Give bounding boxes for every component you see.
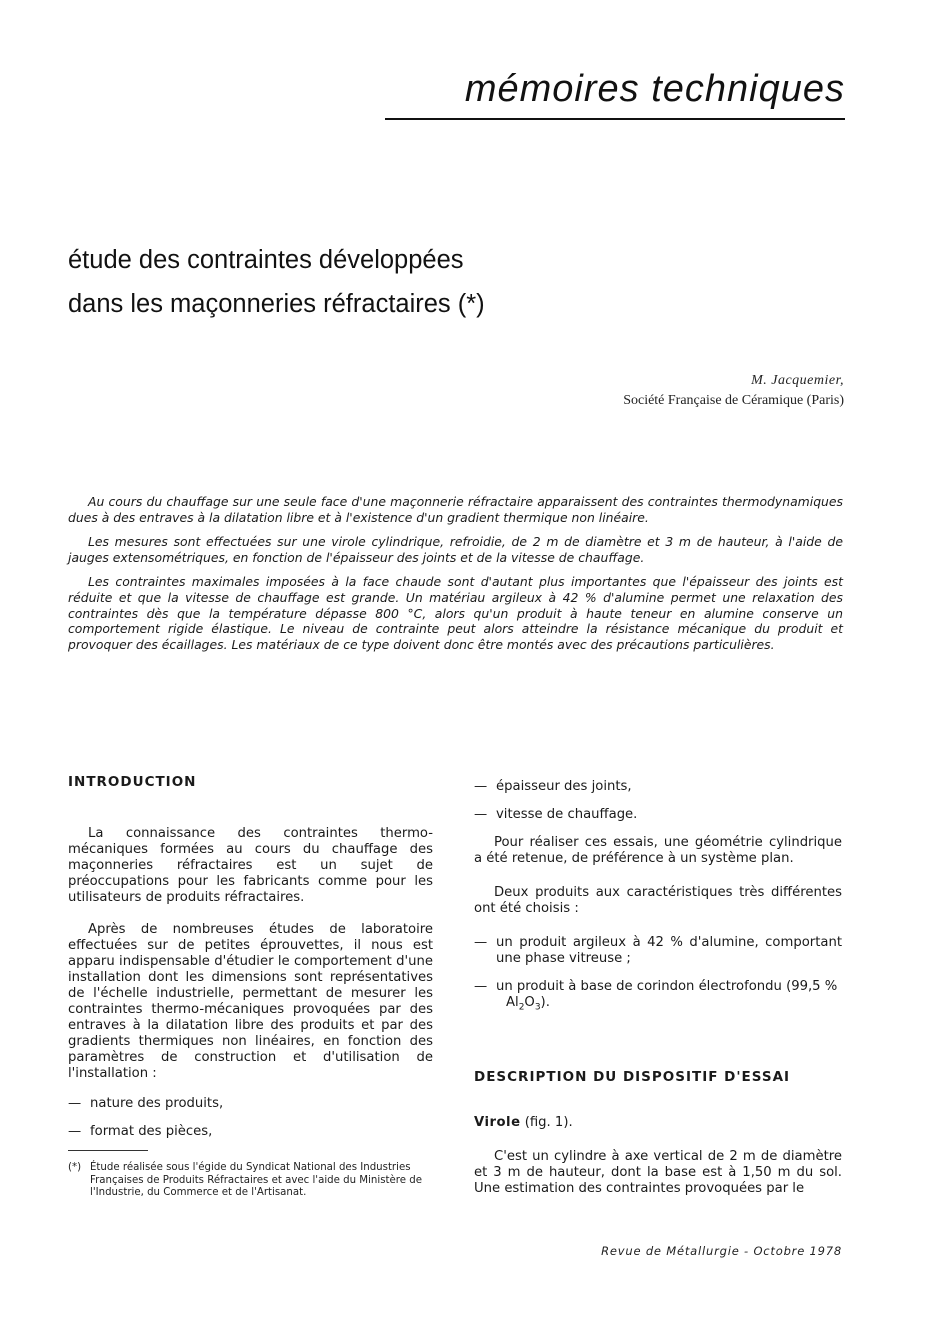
list-item [474,979,842,1016]
formula-o: O [524,995,535,1010]
list-item [474,779,842,795]
abstract-paragraph-1: Au cours du chauffage sur une seule face d'une maçonnerie réfractaire apparaissent des contraintes thermodynamiques dues à des entraves à la dilatation libre et à l'existence d'un gradient thermique non linéaire. [68,494,843,525]
list-item-text [496,979,842,1016]
footnote-text: Étude réalisée sous l'égide du Syndicat National des Industries Françaises de Produits Réfractaires et avec l'aide du Ministère de l'Industrie, du Commerce et de l'Artisanat. [90,1162,422,1199]
dash-marker: — [68,1124,82,1139]
banner-rule [385,118,845,120]
list-item [474,935,842,967]
dash-marker: — [474,979,488,994]
footnote [68,1162,433,1200]
footnote-mark: (*) [68,1162,82,1173]
list-item-text: vitesse de chauffage. [496,807,638,822]
abstract-paragraph-2: Les mesures sont effectuées sur une virole cylindrique, refroidie, de 2 m de diamètre et 3 m de hauteur, à l'aide de jauges extensométriques, en fonction de l'épaisseur des joints et de la vitesse de chauffage. [68,534,843,565]
running-footer: Revue de Métallurgie - Octobre 1978 [601,1244,842,1258]
title-line-2: dans les maçonneries réfractaires (*) [68,290,485,318]
paragraph-virole: C'est un cylindre à axe vertical de 2 m de diamètre et 3 m de hauteur, dont la base est à 1,50 m du sol. Une estimation des contraintes provoquées par le [474,1148,842,1196]
paragraph-geometry: Pour réaliser ces essais, une géométrie cylindrique a été retenue, de préférence à un système plan. [474,835,842,866]
left-column [68,774,433,1140]
dash-marker: — [68,1096,82,1111]
right-column [474,774,842,1197]
product-2-text: un produit à base de corindon électrofondu (99,5 % [496,979,838,994]
virole-subheading [474,1115,842,1131]
article-title [68,238,688,326]
list-item [68,1124,433,1140]
list-item-text: format des pièces, [90,1124,213,1139]
formula-sub-2: 2 [518,1002,525,1013]
author-block [623,372,844,412]
author-name: M. Jacquemier, [751,373,844,388]
footnote-rule [68,1150,148,1151]
intro-paragraph-1: La connaissance des contraintes thermo-mécaniques formées au cours du chauffage des maçonneries réfractaires est un sujet de préoccupations pour les fabricants comme pour les utilisateurs de produits réfractaires. [68,826,433,905]
virole-figref: (fig. 1). [520,1114,573,1130]
dash-marker: — [474,935,488,950]
description-heading: DESCRIPTION DU DISPOSITIF D'ESSAI [474,1068,791,1085]
author-affiliation: Société Française de Céramique (Paris) [623,393,844,408]
list-item-text: un produit argileux à 42 % d'alumine, comportant une phase vitreuse ; [496,935,842,966]
virole-label: Virole [474,1114,521,1130]
list-item-text: nature des produits, [90,1096,224,1111]
formula-end: ). [540,995,550,1010]
formula-al: Al [506,995,519,1010]
dash-marker: — [474,779,488,794]
paragraph-products: Deux produits aux caractéristiques très différentes ont été choisis : [474,885,842,916]
abstract [68,494,843,661]
introduction-heading: INTRODUCTION [68,774,197,790]
chemical-formula [496,995,550,1013]
intro-paragraph-2: Après de nombreuses études de laboratoire effectuées sur de petites éprouvettes, il nous est apparu indispensable d'étudier le comportement d'une installation dont les dimensions sont représentatives de l'échelle industrielle, permettant de mesurer les contraintes thermo-mécaniques provoquées par des entraves à la dilatation libre des produits et par des gradients thermiques non linéaires, en fonction des paramètres de construction et d'utilisation de l'installation : [68,922,433,1081]
title-line-1: étude des contraintes développées [68,246,464,274]
section-banner: mémoires techniques [464,68,845,110]
list-item [474,807,842,823]
abstract-paragraph-3: Les contraintes maximales imposées à la face chaude sont d'autant plus importantes que l'épaisseur des joints est réduite et que la vitesse de chauffage est grande. Un matériau argileux à 42 % d'alumine permet une relaxation des contraintes dès que la température dépasse 800 °C, alors qu'un produit à haute teneur en alumine conserve un comportement rigide élastique. Le niveau de contrainte peut alors atteindre la résistance mécanique du produit et provoquer des écaillages. Les matériaux de ce type doivent donc être montés avec des précautions particulières. [68,574,843,652]
list-item [68,1096,433,1112]
formula-sub-3: 3 [534,1002,541,1013]
dash-marker: — [474,807,488,822]
list-item-text: épaisseur des joints, [496,779,632,794]
